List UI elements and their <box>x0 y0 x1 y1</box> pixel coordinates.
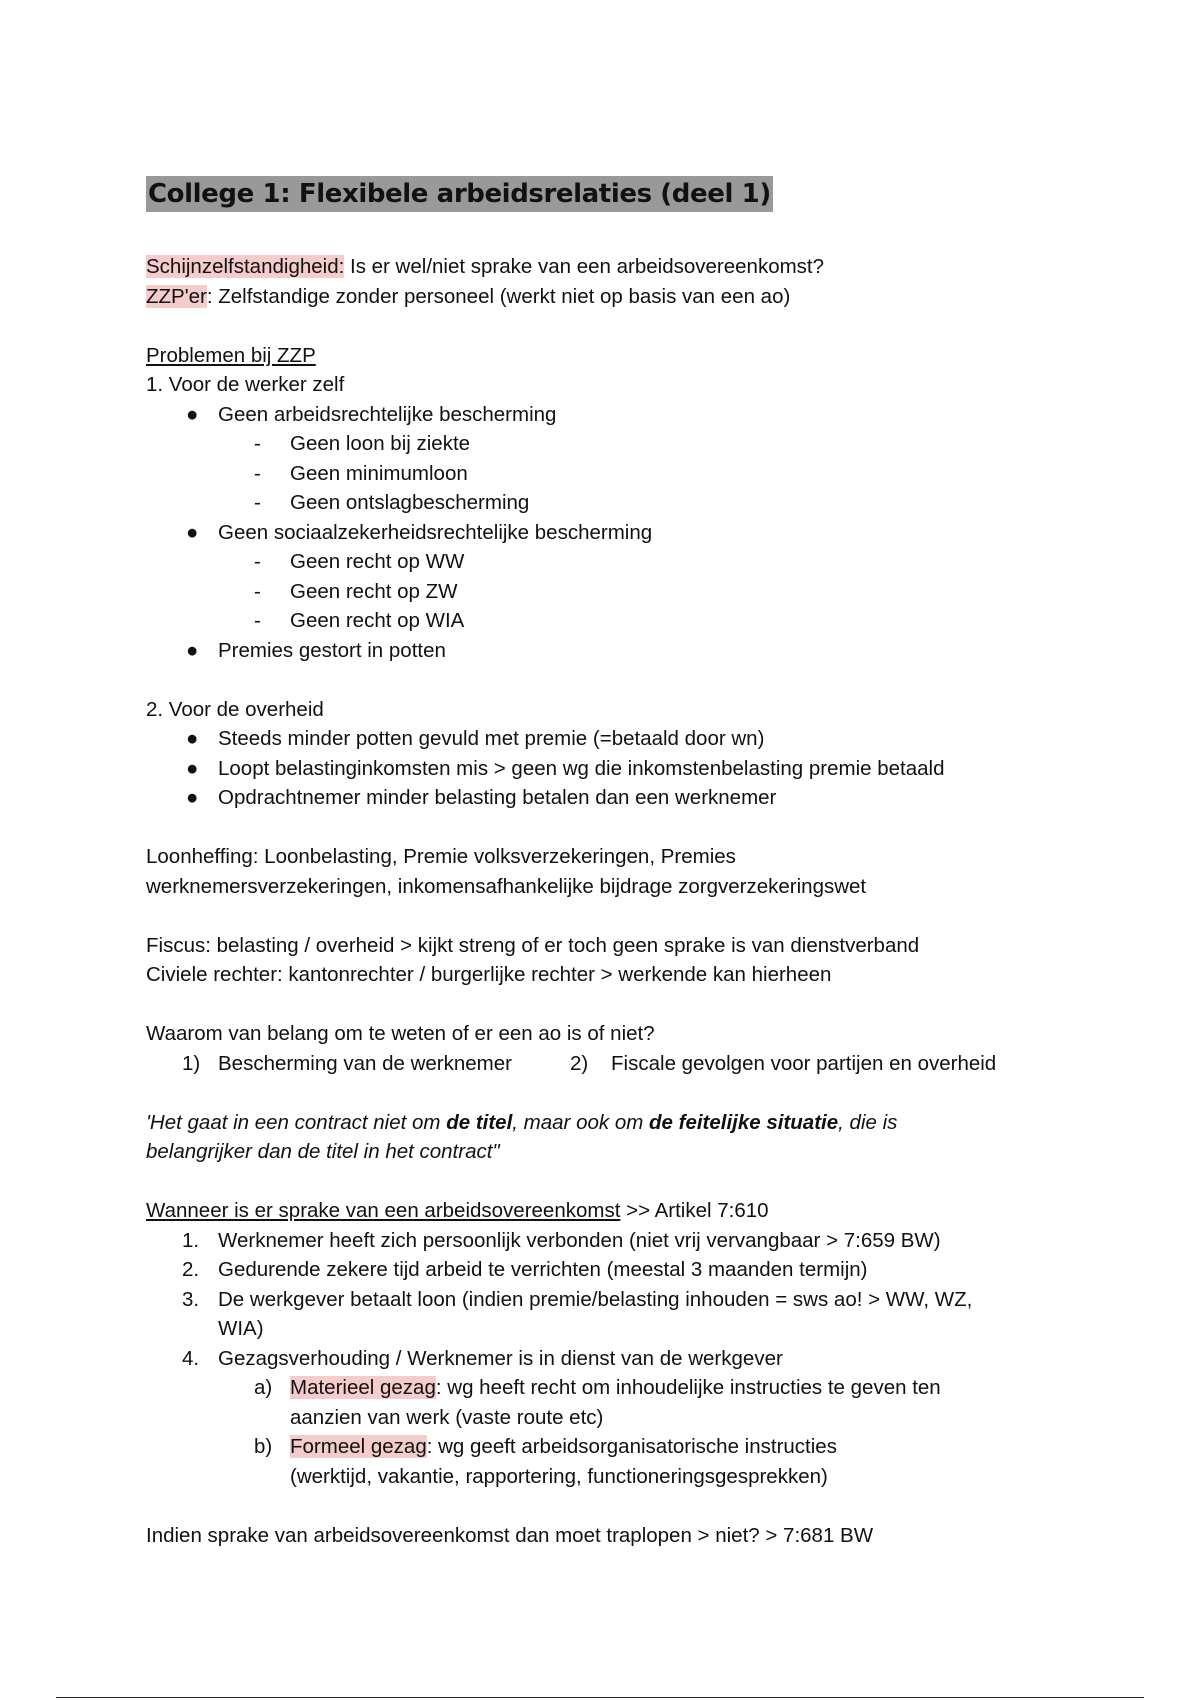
dash-icon: - <box>254 550 261 573</box>
bullet-icon: ● <box>186 520 199 544</box>
item-text: Gezagsverhouding / Werknemer is in dienst van de werkgever <box>218 1346 783 1370</box>
numbered-item <box>146 1226 1086 1256</box>
term-materieel-gezag: Materieel gezag <box>290 1376 436 1399</box>
bullet-text: Steeds minder potten gevuld met premie (=betaald door wn) <box>218 727 765 750</box>
step-text: Fiscale gevolgen voor partijen en overheid <box>611 1051 997 1075</box>
step-text: Bescherming van de werknemer <box>218 1051 512 1075</box>
sub-item-text: aanzien van werk (vaste route etc) <box>290 1405 604 1429</box>
numbered-item <box>146 1344 1086 1374</box>
problems-part1-heading: 1. Voor de werker zelf <box>146 373 345 396</box>
why-steps <box>146 1049 1086 1079</box>
bullet-icon: ● <box>186 402 199 426</box>
term-zzper: ZZP'er <box>146 284 207 308</box>
when-heading: Wanneer is er sprake van een arbeidsovereenkomst <box>146 1199 621 1222</box>
intro-text-2: : Zelfstandige zonder personeel (werkt niet op basis van een ao) <box>206 284 791 308</box>
step-2 <box>570 1049 996 1079</box>
dash-item <box>146 606 1086 636</box>
intro-line-2 <box>146 282 1086 312</box>
quote-bold: de feitelijke situatie <box>649 1110 839 1134</box>
problems-part2-heading: 2. Voor de overheid <box>146 697 324 721</box>
item-number: 1. <box>182 1228 200 1252</box>
quote-line-1 <box>146 1108 1086 1138</box>
sub-item <box>146 1373 1086 1403</box>
bullet-item <box>146 724 1086 754</box>
sub-item-continuation <box>146 1462 1086 1492</box>
bullet-text: Geen sociaalzekerheidsrechtelijke bescherming <box>218 520 653 544</box>
item-text: Gedurende zekere tijd arbeid te verrichten (meestal 3 maanden termijn) <box>218 1258 868 1281</box>
dash-icon: - <box>254 579 261 603</box>
term-schijnzelfstandigheid: Schijnzelfstandigheid: <box>146 255 345 278</box>
sub-item-text: : wg heeft recht om inhoudelijke instructies te geven ten <box>435 1376 941 1399</box>
when-article: >> Artikel 7:610 <box>620 1199 769 1222</box>
bullet-text: Geen arbeidsrechtelijke bescherming <box>218 402 557 426</box>
quote-text: , maar ook om <box>512 1110 649 1134</box>
quote-text: , die is <box>838 1110 898 1134</box>
bullet-icon: ● <box>186 786 199 809</box>
bullet-item <box>146 400 1086 430</box>
sub-item-letter: b) <box>254 1435 273 1458</box>
item-text: Werknemer heeft zich persoonlijk verbonden (niet vrij vervangbaar > 7:659 BW) <box>218 1228 941 1252</box>
problems-heading: Problemen bij ZZP <box>146 343 316 367</box>
bullet-icon: ● <box>186 727 199 750</box>
final-line: Indien sprake van arbeidsovereenkomst dan moet traplopen > niet? > 7:681 BW <box>146 1523 874 1547</box>
document-page <box>146 176 1086 1550</box>
why-question: Waarom van belang om te weten of er een ao is of niet? <box>146 1022 655 1045</box>
intro-line-1 <box>146 252 1086 282</box>
sub-item-text: : wg geeft arbeidsorganisatorische instructies <box>426 1435 837 1458</box>
dash-icon: - <box>254 461 261 485</box>
bullet-text: Opdrachtnemer minder belasting betalen dan een werknemer <box>218 786 777 809</box>
bullet-item <box>146 783 1086 813</box>
item-number: 3. <box>182 1287 200 1311</box>
term-formeel-gezag: Formeel gezag <box>290 1435 427 1458</box>
loonheffing-line-1: Loonheffing: Loonbelasting, Premie volksverzekeringen, Premies <box>146 845 736 868</box>
dash-item <box>146 547 1086 577</box>
numbered-item-continuation <box>146 1314 1086 1344</box>
bullet-icon: ● <box>186 756 199 780</box>
dash-text: Geen ontslagbescherming <box>290 491 530 514</box>
dash-icon: - <box>254 609 261 632</box>
intro-text-1: Is er wel/niet sprake van een arbeidsovereenkomst? <box>344 255 825 278</box>
sub-item-continuation <box>146 1403 1086 1433</box>
bullet-icon: ● <box>186 638 199 662</box>
bottom-divider <box>56 1697 1144 1698</box>
dash-text: Geen minimumloon <box>290 461 468 485</box>
dash-item <box>146 488 1086 518</box>
fiscus-line: Fiscus: belasting / overheid > kijkt streng of er toch geen sprake is van dienstverband <box>146 933 920 957</box>
dash-text: Geen recht op WW <box>290 550 465 573</box>
bullet-text: Premies gestort in potten <box>218 638 446 662</box>
civiele-rechter-line: Civiele rechter: kantonrechter / burgerlijke rechter > werkende kan hierheen <box>146 963 832 986</box>
quote-bold: de titel <box>446 1110 513 1134</box>
item-text: De werkgever betaalt loon (indien premie/belasting inhouden = sws ao! > WW, WZ, <box>218 1287 973 1311</box>
sub-item-letter: a) <box>254 1376 273 1399</box>
quote-text: 'Het gaat in een contract niet om <box>146 1110 447 1134</box>
dash-item <box>146 577 1086 607</box>
dash-text: Geen recht op WIA <box>290 609 465 632</box>
page-title: College 1: Flexibele arbeidsrelaties (deel 1) <box>146 176 773 212</box>
step-number: 1) <box>182 1051 201 1075</box>
dash-icon: - <box>254 491 261 514</box>
numbered-item <box>146 1255 1086 1285</box>
bullet-item <box>146 754 1086 784</box>
bullet-item <box>146 518 1086 548</box>
item-number: 4. <box>182 1346 200 1370</box>
item-text: WIA) <box>218 1317 264 1340</box>
dash-item <box>146 429 1086 459</box>
dash-text: Geen loon bij ziekte <box>290 432 471 455</box>
item-number: 2. <box>182 1258 200 1281</box>
sub-item-text: (werktijd, vakantie, rapportering, functioneringsgesprekken) <box>290 1464 828 1488</box>
dash-item <box>146 459 1086 489</box>
quote-line-2: belangrijker dan de titel in het contract" <box>146 1140 500 1163</box>
step-number: 2) <box>570 1051 589 1075</box>
loonheffing-line-2: werknemersverzekeringen, inkomensafhankelijke bijdrage zorgverzekeringswet <box>146 874 867 898</box>
when-heading-line <box>146 1196 1086 1226</box>
dash-text: Geen recht op ZW <box>290 579 458 603</box>
sub-item <box>146 1432 1086 1462</box>
bullet-text: Loopt belastinginkomsten mis > geen wg die inkomstenbelasting premie betaald <box>218 756 945 780</box>
dash-icon: - <box>254 432 261 455</box>
numbered-item <box>146 1285 1086 1315</box>
bullet-item <box>146 636 1086 666</box>
